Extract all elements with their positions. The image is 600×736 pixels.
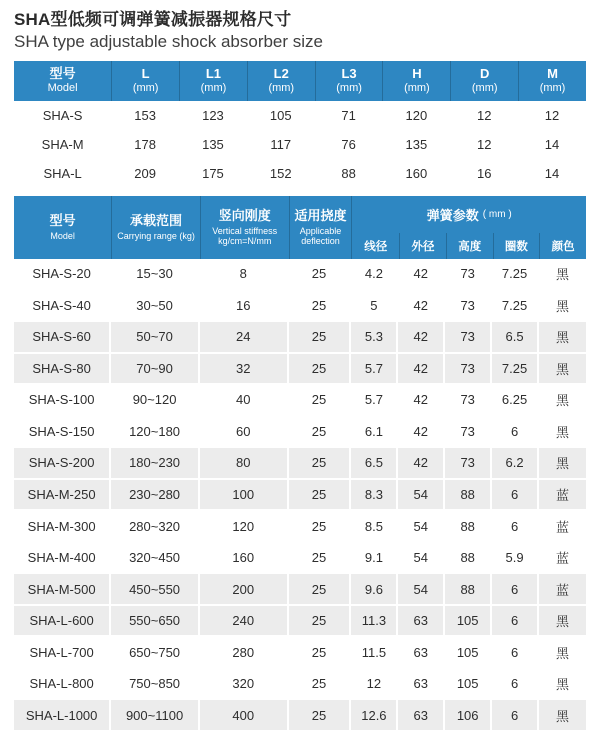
spec-value-cell: 25 (289, 543, 352, 573)
size-table-header (14, 61, 586, 101)
spec-value-cell: 105 (445, 669, 492, 699)
spec-value-cell: 280 (200, 637, 289, 667)
spring-subheader-cell: 线径 (364, 241, 388, 253)
spec-value-cell: 15~30 (111, 259, 200, 289)
size-table-header-cell (315, 61, 383, 101)
spec-value-cell: 6.5 (492, 322, 539, 352)
size-value-cell: 152 (269, 166, 292, 181)
spring-subheader-row (352, 233, 586, 259)
size-header-label-unit: (mm) (132, 82, 159, 95)
spec-value-cell: 73 (445, 322, 492, 352)
spec-value-cell: 750~850 (111, 669, 200, 699)
spec-header-label-en: Vertical stiffness kg/cm=N/mm (212, 225, 278, 246)
spec-model-cell: SHA-S-200 (14, 448, 111, 478)
size-header-label-zh: D (480, 66, 490, 81)
spec-value-cell: 16 (200, 291, 289, 321)
spec-value-cell: 73 (445, 385, 492, 415)
spec-value-cell: 73 (445, 259, 492, 289)
spec-table-header (14, 196, 586, 259)
spec-table-row (14, 511, 586, 543)
spec-value-cell: 6 (492, 606, 539, 636)
spec-value-cell: 6 (492, 511, 539, 541)
spec-value-cell: 9.6 (351, 574, 398, 604)
spec-value-cell: 42 (398, 322, 445, 352)
spec-model-cell: SHA-M-300 (14, 511, 111, 541)
spec-table-row (14, 669, 586, 701)
spec-value-cell: 蓝 (539, 480, 586, 510)
spec-value-cell: 25 (289, 385, 352, 415)
size-table-header-cell (179, 61, 247, 101)
spring-subheader-cell: 高度 (446, 233, 493, 259)
size-value-cell: 14 (544, 137, 560, 152)
spec-model-cell: SHA-S-60 (14, 322, 111, 352)
size-value-cell: 16 (476, 166, 492, 181)
spec-model-cell: SHA-L-1000 (14, 700, 111, 730)
size-header-label-unit: (mm) (539, 82, 566, 95)
spec-value-cell: 80 (200, 448, 289, 478)
size-header-label-zh: L2 (273, 66, 289, 81)
spec-value-cell: 黑 (555, 424, 569, 440)
size-header-label-zh: 型号 (49, 66, 76, 81)
spec-value-cell: 黑 (539, 354, 586, 384)
spring-params-group (351, 196, 586, 259)
spring-params-label: 弹簧参数 (426, 208, 479, 223)
spec-value-cell: 73 (445, 448, 492, 478)
spec-header-label-zh: 承载范围 (130, 212, 183, 228)
spec-value-cell: 32 (200, 354, 289, 384)
spec-model-cell: SHA-S-40 (14, 291, 111, 321)
spec-table-row (14, 259, 586, 291)
spring-params-title (352, 196, 586, 233)
spec-value-cell: 5.7 (351, 354, 398, 384)
size-table-row (14, 130, 586, 159)
size-value-cell: 12 (544, 108, 560, 123)
spec-value-cell: 42 (398, 291, 445, 321)
spec-value-cell: 63 (398, 637, 445, 667)
spec-value-cell: 5.9 (492, 543, 539, 573)
spec-value-cell: 11.3 (351, 606, 398, 636)
spec-value-cell: 25 (289, 322, 352, 352)
spec-value-cell: 230~280 (111, 480, 200, 510)
size-value-cell: 71 (341, 108, 356, 123)
spring-subheader-cell: 颜色 (539, 233, 586, 259)
spec-value-cell: 120~180 (111, 417, 200, 447)
size-header-label-unit: (mm) (471, 82, 498, 95)
spec-value-cell: 54 (398, 480, 445, 510)
size-table-row (14, 159, 586, 188)
spec-value-cell: 63 (398, 700, 445, 730)
spec-value-cell: 蓝 (539, 574, 586, 604)
spec-value-cell: 12.6 (351, 700, 398, 730)
spec-value-cell: 42 (398, 259, 445, 289)
spec-value-cell: 42 (398, 385, 445, 415)
spec-value-cell: 8 (200, 259, 289, 289)
spec-value-cell: 400 (200, 700, 289, 730)
spec-value-cell: 24 (200, 322, 289, 352)
size-header-label-unit: (mm) (404, 82, 430, 95)
spring-subheader-cell: 外径 (399, 233, 446, 259)
size-header-label-unit: (mm) (268, 82, 295, 95)
spec-value-cell: 7.25 (492, 291, 539, 321)
size-value-cell: 105 (269, 108, 292, 123)
spec-value-cell: 450~550 (111, 574, 200, 604)
spec-value-cell: 6.1 (351, 417, 398, 447)
spec-table-body (14, 259, 586, 730)
spec-header-label-en: Model (50, 230, 75, 241)
spec-value-cell: 6 (492, 574, 539, 604)
spec-header-label-zh: 适用挠度 (294, 207, 347, 223)
spec-value-cell: 280~320 (111, 511, 200, 541)
spec-value-cell: 7.25 (492, 354, 539, 384)
spec-value-cell: 550~650 (111, 606, 200, 636)
spec-value-cell: 60 (200, 417, 289, 447)
spring-params-unit: ( mm ) (482, 209, 512, 220)
spec-value-cell: 蓝 (555, 519, 569, 535)
spec-value-cell: 12 (351, 669, 398, 699)
size-value-cell: 160 (405, 166, 428, 181)
spec-model-cell: SHA-L-800 (14, 669, 111, 699)
spec-value-cell: 120 (200, 511, 289, 541)
size-header-label-unit: Model (47, 82, 78, 95)
spec-value-cell: 25 (289, 669, 352, 699)
spec-model-cell: SHA-S-20 (14, 259, 111, 289)
size-value-cell: 135 (405, 137, 428, 152)
spec-value-cell: 54 (398, 574, 445, 604)
spec-table-row (14, 291, 586, 323)
spec-header-label-en: Carrying range (kg) (117, 230, 195, 241)
spec-value-cell: 6.25 (492, 385, 539, 415)
size-model-cell: SHA-S (42, 108, 83, 123)
spec-value-cell: 6 (492, 637, 539, 667)
spec-value-cell: 25 (289, 448, 352, 478)
size-value-cell: 153 (134, 108, 156, 123)
spec-value-cell: 6.5 (351, 448, 398, 478)
size-table (14, 61, 586, 188)
spec-value-cell: 88 (445, 480, 492, 510)
spec-header-label-zh: 竖向刚度 (218, 207, 271, 223)
spec-value-cell: 105 (445, 637, 492, 667)
spec-value-cell: 6.2 (492, 448, 539, 478)
spec-model-cell: SHA-L-700 (14, 637, 111, 667)
spec-model-cell: SHA-M-400 (14, 543, 111, 573)
spec-table-row (14, 354, 586, 386)
spec-value-cell: 6 (492, 669, 539, 699)
spec-value-cell: 320 (200, 669, 289, 699)
spec-header-cell (289, 196, 352, 259)
spec-model-cell: SHA-M-250 (14, 480, 111, 510)
size-header-label-zh: H (412, 66, 422, 81)
spec-model-cell: SHA-M-500 (14, 574, 111, 604)
spec-value-cell: 黑 (555, 393, 569, 409)
size-value-cell: 135 (202, 137, 224, 152)
spec-value-cell: 54 (398, 543, 445, 573)
size-value-cell: 12 (476, 108, 492, 123)
spec-value-cell: 4.2 (351, 259, 398, 289)
spec-value-cell: 黑 (555, 677, 569, 693)
spec-table-row (14, 417, 586, 449)
size-header-label-unit: (mm) (336, 82, 362, 95)
spring-subheader-cell: 圈数 (493, 233, 540, 259)
spec-header-cell (14, 196, 111, 259)
spec-value-cell: 200 (200, 574, 289, 604)
spec-value-cell: 106 (445, 700, 492, 730)
spec-value-cell: 黑 (555, 267, 569, 283)
spec-model-cell: SHA-L-600 (14, 606, 111, 636)
spec-value-cell: 54 (398, 511, 445, 541)
size-table-header-cell (14, 61, 111, 101)
spec-header-label-zh: 型号 (49, 212, 76, 228)
size-header-label-zh: L (141, 66, 150, 81)
spec-value-cell: 25 (289, 700, 352, 730)
size-table-header-cell (111, 61, 179, 101)
page-title: SHA型低频可调弹簧减振器规格尺寸 (14, 10, 292, 29)
spec-value-cell: 88 (445, 511, 492, 541)
spec-value-cell: 40 (200, 385, 289, 415)
spec-value-cell: 黑 (555, 298, 569, 314)
spec-value-cell: 黑 (539, 322, 586, 352)
spec-value-cell: 160 (200, 543, 289, 573)
spec-value-cell: 650~750 (111, 637, 200, 667)
spec-value-cell: 黑 (539, 448, 586, 478)
spec-model-cell: SHA-S-80 (14, 354, 111, 384)
spec-value-cell: 黑 (555, 645, 569, 661)
spec-value-cell: 5.7 (351, 385, 398, 415)
size-model-cell: SHA-L (43, 166, 82, 181)
spec-value-cell: 25 (289, 511, 352, 541)
spec-value-cell: 63 (398, 606, 445, 636)
spec-value-cell: 70~90 (111, 354, 200, 384)
spec-table-row (14, 448, 586, 480)
spec-value-cell: 88 (445, 574, 492, 604)
page-subtitle: SHA type adjustable shock absorber size (14, 32, 324, 51)
spec-value-cell: 蓝 (555, 551, 569, 567)
size-table-body (14, 101, 586, 188)
spec-table-row (14, 637, 586, 669)
spec-model-cell: SHA-S-100 (14, 385, 111, 415)
spec-value-cell: 5.3 (351, 322, 398, 352)
spec-value-cell: 42 (398, 417, 445, 447)
spec-value-cell: 50~70 (111, 322, 200, 352)
spec-value-cell: 105 (445, 606, 492, 636)
spec-value-cell: 25 (289, 574, 352, 604)
spec-value-cell: 180~230 (111, 448, 200, 478)
spec-table-row (14, 322, 586, 354)
spec-value-cell: 25 (289, 637, 352, 667)
spec-value-cell: 25 (289, 480, 352, 510)
spec-value-cell: 30~50 (111, 291, 200, 321)
size-header-label-zh: L1 (205, 66, 222, 81)
spec-table-row (14, 700, 586, 730)
size-table-header-cell (247, 61, 315, 101)
spec-table-row (14, 385, 586, 417)
spec-value-cell: 6 (492, 417, 539, 447)
spec-value-cell: 320~450 (111, 543, 200, 573)
size-value-cell: 175 (202, 166, 224, 181)
spec-header-cell (200, 196, 289, 259)
size-model-cell: SHA-M (41, 137, 84, 152)
spec-value-cell: 25 (289, 354, 352, 384)
size-header-label-unit: (mm) (200, 82, 227, 95)
spec-table-row (14, 574, 586, 606)
spec-value-cell: 100 (200, 480, 289, 510)
spec-table-row (14, 606, 586, 638)
spec-value-cell: 63 (398, 669, 445, 699)
size-table-header-cell (518, 61, 586, 101)
size-value-cell: 12 (476, 137, 492, 152)
size-value-cell: 123 (202, 108, 224, 123)
spec-value-cell: 900~1100 (111, 700, 200, 730)
size-value-cell: 117 (270, 137, 292, 152)
spec-value-cell: 73 (445, 354, 492, 384)
spec-model-cell: SHA-S-150 (14, 417, 111, 447)
spec-value-cell: 9.1 (351, 543, 398, 573)
spec-table-row (14, 480, 586, 512)
spec-header-label-en: Applicable deflection (299, 225, 342, 246)
size-table-row (14, 101, 586, 130)
spec-value-cell: 11.5 (351, 637, 398, 667)
size-table-header-cell (450, 61, 518, 101)
spec-value-cell: 5 (351, 291, 398, 321)
spec-value-cell: 25 (289, 606, 352, 636)
spec-value-cell: 73 (445, 417, 492, 447)
spec-value-cell: 6 (492, 700, 539, 730)
spec-value-cell: 黑 (539, 700, 586, 730)
spec-value-cell: 25 (289, 259, 352, 289)
spec-value-cell: 7.25 (492, 259, 539, 289)
size-table-header-cell (382, 61, 450, 101)
spec-value-cell: 黑 (539, 606, 586, 636)
size-value-cell: 14 (544, 166, 560, 181)
spec-value-cell: 25 (289, 417, 352, 447)
spec-value-cell: 90~120 (111, 385, 200, 415)
spec-value-cell: 8.3 (351, 480, 398, 510)
spec-table-row (14, 543, 586, 575)
spec-value-cell: 88 (445, 543, 492, 573)
size-value-cell: 209 (134, 166, 156, 181)
spec-value-cell: 42 (398, 448, 445, 478)
size-value-cell: 178 (134, 137, 156, 152)
spec-value-cell: 42 (398, 354, 445, 384)
spec-value-cell: 73 (445, 291, 492, 321)
size-header-label-zh: L3 (341, 66, 357, 81)
size-header-label-zh: M (547, 66, 558, 81)
spec-value-cell: 25 (289, 291, 352, 321)
spec-table (14, 196, 586, 730)
spec-value-cell: 8.5 (351, 511, 398, 541)
size-value-cell: 120 (405, 108, 428, 123)
spec-header-cell (111, 196, 200, 259)
spec-value-cell: 6 (492, 480, 539, 510)
spec-value-cell: 240 (200, 606, 289, 636)
size-value-cell: 88 (341, 166, 356, 181)
size-value-cell: 76 (341, 137, 356, 152)
